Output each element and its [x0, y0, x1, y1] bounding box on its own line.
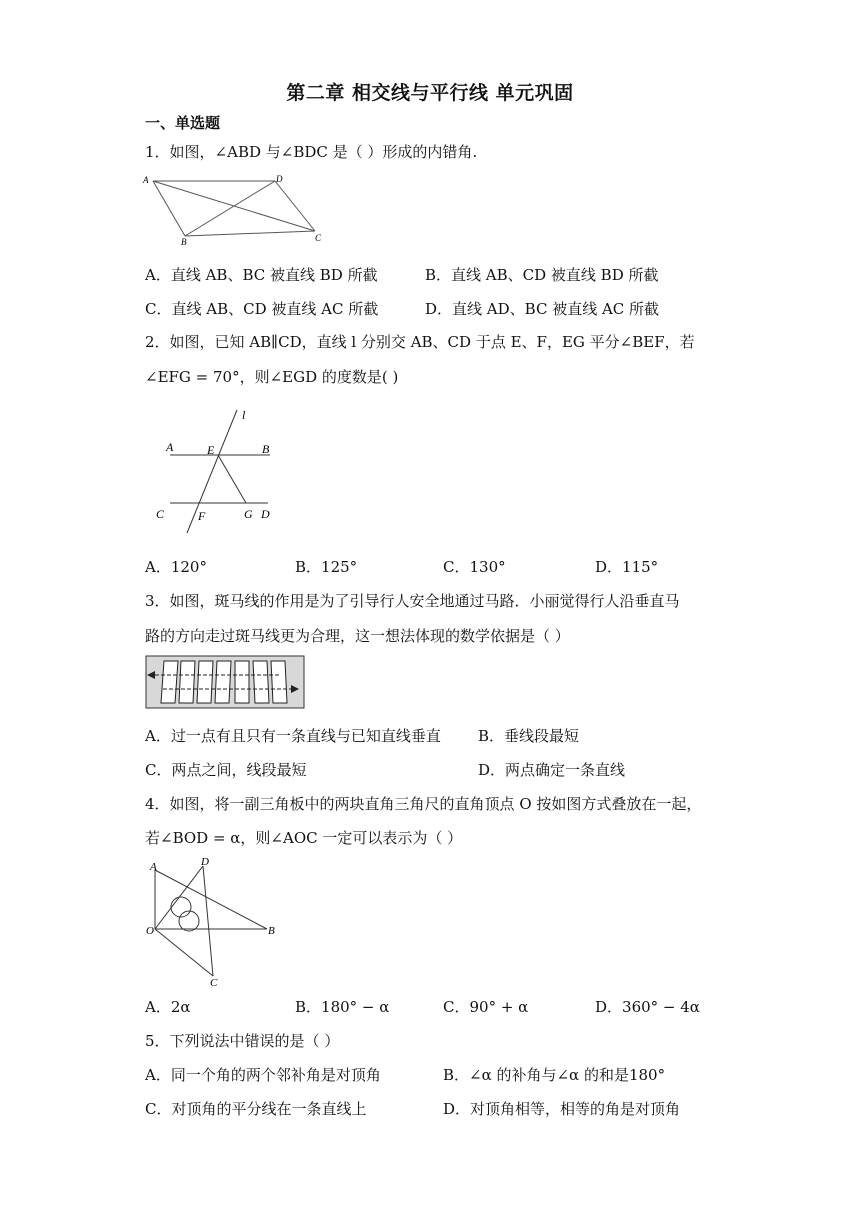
q1-option-d[interactable]: D．直线 AD、BC 被直线 AC 所截 — [425, 300, 660, 318]
q1-label-a: A — [143, 175, 149, 185]
q1-option-c[interactable]: C．直线 AB、CD 被直线 AC 所截 — [145, 300, 379, 318]
q5-option-c[interactable]: C．对顶角的平分线在一条直线上 — [145, 1100, 367, 1118]
q2-option-d[interactable]: D．115° — [595, 558, 659, 576]
q2-label-c: C — [156, 507, 165, 521]
q2-figure — [150, 405, 290, 540]
q4-option-c[interactable]: C．90° + α — [443, 998, 529, 1016]
q2-stem-line1: 2．如图，已知 AB∥CD，直线 l 分别交 AB、CD 于点 E、F，EG 平分∠BEF，若 — [145, 333, 695, 351]
q2-stem-line2: ∠EFG = 70°，则∠EGD 的度数是( ) — [145, 368, 399, 386]
q2-label-e: E — [207, 443, 215, 457]
q2-label-d: D — [261, 507, 270, 521]
q4-option-b[interactable]: B．180° − α — [295, 998, 390, 1016]
q4-label-b: B — [268, 925, 275, 937]
q5-option-a[interactable]: A．同一个角的两个邻补角是对顶角 — [145, 1066, 381, 1084]
q1-label-c: C — [315, 233, 322, 243]
q3-option-c[interactable]: C．两点之间，线段最短 — [145, 761, 307, 779]
q5-option-d[interactable]: D．对顶角相等，相等的角是对顶角 — [443, 1100, 681, 1118]
q3-option-b[interactable]: B．垂线段最短 — [478, 727, 580, 745]
q4-label-d: D — [201, 856, 209, 868]
q3-figure — [145, 655, 305, 710]
q2-label-l: l — [242, 408, 246, 422]
q1-label-b: B — [181, 237, 187, 247]
q5-option-b[interactable]: B．∠α 的补角与∠α 的和是180° — [443, 1066, 666, 1084]
q2-label-b: B — [262, 442, 270, 456]
q3-option-d[interactable]: D．两点确定一条直线 — [478, 761, 626, 779]
q4-option-a[interactable]: A．2α — [145, 998, 191, 1016]
q2-label-g: G — [244, 507, 253, 521]
q4-label-a: A — [150, 861, 157, 873]
q4-stem-line2: 若∠BOD = α，则∠AOC 一定可以表示为（ ） — [145, 829, 463, 847]
q5-stem: 5．下列说法中错误的是（ ） — [145, 1032, 340, 1050]
q1-label-d: D — [276, 174, 283, 184]
q4-label-o: O — [146, 925, 154, 937]
q3-stem-line1: 3．如图，斑马线的作用是为了引导行人安全地通过马路．小丽觉得行人沿垂直马 — [145, 592, 680, 610]
q3-stem-line2: 路的方向走过斑马线更为合理，这一想法体现的数学依据是（ ） — [145, 627, 570, 645]
q2-option-a[interactable]: A．120° — [145, 558, 207, 576]
q1-figure — [140, 168, 340, 248]
q4-stem-line1: 4．如图，将一副三角板中的两块直角三角尺的直角顶点 O 按如图方式叠放在一起， — [145, 795, 702, 813]
q1-option-a[interactable]: A．直线 AB、BC 被直线 BD 所截 — [145, 266, 378, 284]
q4-option-d[interactable]: D．360° − 4α — [595, 998, 700, 1016]
q2-option-c[interactable]: C．130° — [443, 558, 506, 576]
q4-figure — [145, 852, 285, 992]
q1-stem: 1．如图，∠ABD 与∠BDC 是（ ）形成的内错角. — [145, 143, 478, 161]
q3-option-a[interactable]: A．过一点有且只有一条直线与已知直线垂直 — [145, 727, 441, 745]
section-heading: 一、单选题 — [145, 114, 221, 132]
q2-label-a: A — [166, 440, 174, 454]
q4-label-c: C — [210, 977, 218, 989]
page-title: 第二章 相交线与平行线 单元巩固 — [286, 82, 574, 104]
q1-option-b[interactable]: B．直线 AB、CD 被直线 BD 所截 — [425, 266, 659, 284]
q2-label-f: F — [198, 509, 206, 523]
q2-option-b[interactable]: B．125° — [295, 558, 358, 576]
